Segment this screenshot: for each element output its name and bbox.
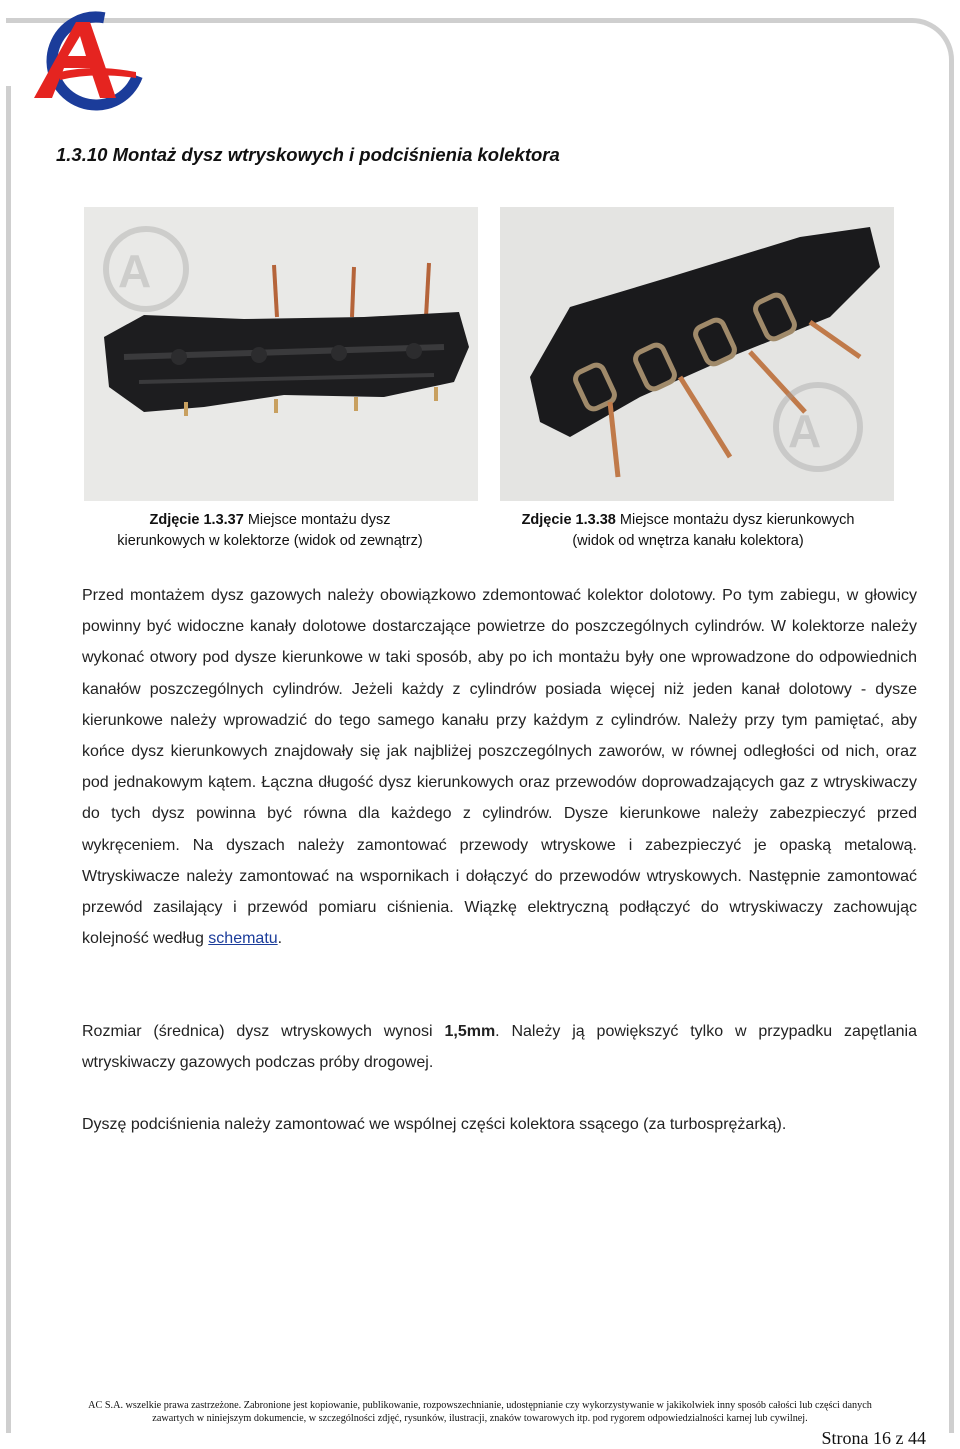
page-border-left: [6, 86, 11, 1433]
svg-text:A: A: [118, 245, 152, 297]
figure-label: Zdjęcie 1.3.37: [149, 512, 244, 528]
caption-text: kierunkowych w kolektorze (widok od zewnątrz): [117, 533, 423, 549]
paragraph-nozzle-size: [82, 1016, 917, 1078]
footer-line: AC S.A. wszelkie prawa zastrzeżone. Zabronione jest kopiowanie, publikowanie, rozpowszechnianie, udostępnianie czy wykorzystywanie w jakikolwiek inny sposób całości lub części danych: [88, 1400, 872, 1411]
photo-manifold-outside: [84, 207, 478, 501]
figure-caption-2: [478, 510, 898, 552]
page-number: Strona 16 z 44: [821, 1428, 926, 1448]
caption-text: Miejsce montażu dysz kierunkowych: [619, 512, 855, 528]
caption-text: (widok od wnętrza kanału kolektora): [572, 533, 804, 549]
nozzle-size-value: 1,5mm: [444, 1023, 496, 1040]
paragraph-vacuum-nozzle: [82, 1109, 917, 1140]
paragraph-text: . Należy ją powiększyć tylko w przypadku zapętlania wtryskiwaczy gazowych podczas próby drogowej.: [82, 1023, 917, 1072]
paragraph-text: Rozmiar (średnica) dysz wtryskowych wynosi: [82, 1023, 445, 1040]
footer-line: zawartych w niniejszym dokumencie, w szczególności zdjęć, rysunków, ilustracji, znaków towarowych itp. pod rygorem odpowiedzialności karnej lub cywilnej.: [152, 1413, 808, 1424]
svg-text:A: A: [788, 405, 822, 457]
paragraph-text: .: [277, 930, 283, 948]
copyright-footer: [40, 1399, 920, 1425]
paragraph-text: Dyszę podciśnienia należy zamontować we wspólnej części kolektora ssącego (za turbosprężarką).: [82, 1116, 787, 1133]
figure-label: Zdjęcie 1.3.38: [521, 512, 616, 528]
figure-caption-1: [60, 510, 480, 552]
schematic-link[interactable]: schematu: [208, 930, 278, 948]
paragraph-text: Przed montażem dysz gazowych należy obowiązkowo zdemontować kolektor dolotowy. Po tym zabiegu, w głowicy powinny być widoczne kanały dolotowe dostarczające powietrze do poszczególnych cylindrów. W kolektorze należy wykonać otwory pod dysze kierunkowe w taki sposób, aby po ich montażu były one wprowadzone do odpowiednich kanałów poszczególnych cylindrów. Jeżeli każdy z cylindrów posiada więcej niż jeden kanał dolotowy - dysze kierunkowe należy wprowadzić do tego samego kanału przy każdym z cylindrów. Należy przy tym pamiętać, aby końce dysz kierunkowych znajdowały się jak najbliżej poszczególnych zaworów, w równej odległości od nich, oraz pod jednakowym kątem. Łączna długość dysz kierunkowych oraz przewodów doprowadzających gaz z wtryskiwaczy do tych dysz powinna być równa dla każdego z cylindrów. Dysze kierunkowe należy zabezpieczyć przed wykręceniem. Na dyszach należy zamontować przewody wtryskowe i zabezpieczyć je opaską metalową. Wtryskiwacze należy zamontować na wspornikach i dołączyć do przewodów wtryskowych. Następnie zamontować przewód zasilający i przewód pomiaru ciśnienia. Wiązkę elektryczną podłączyć do wtryskiwaczy zachowując kolejność według: [82, 587, 917, 948]
photo-manifold-inside: [500, 207, 894, 501]
section-heading: 1.3.10 Montaż dysz wtryskowych i podciśnienia kolektora: [56, 144, 560, 165]
paragraph-installation: [82, 580, 917, 954]
caption-text: Miejsce montażu dysz: [247, 512, 391, 528]
ac-logo: [24, 6, 162, 116]
